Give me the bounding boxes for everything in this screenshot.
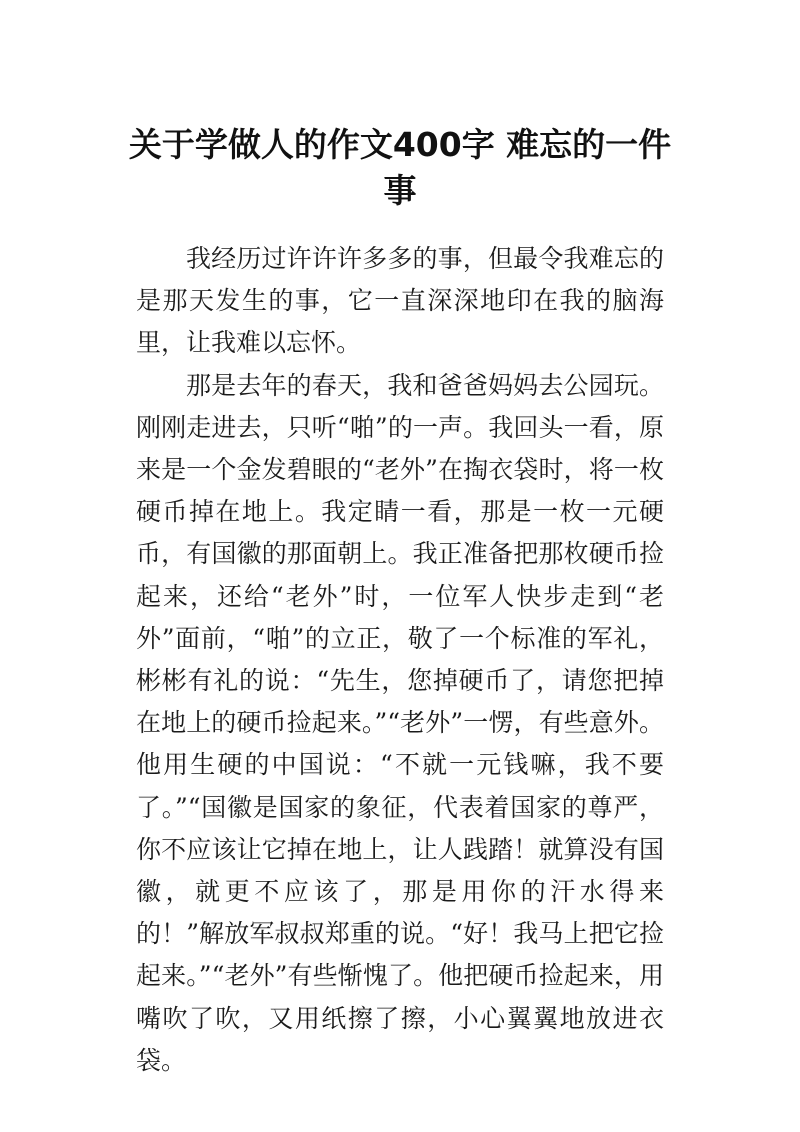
paragraph-2: 那是去年的春天，我和爸爸妈妈去公园玩。刚刚走进去，只听“啪”的一声。我回头一看，原来是一个金发碧眼的“老外”在掏衣袋时，将一枚硬币掉在地上。我定睛一看，那是一枚一元硬币，有国徽的那面朝上。我正准备把那枚硬币捡起来，还给“老外”时，一位军人快步走到“老外”面前，“啪”的立正，敬了一个标准的军礼，彬彬有礼的说：“先生，您掉硬币了，请您把掉在地上的硬币捡起来。”“老外”一愣，有些意外。他用生硬的中国说：“不就一元钱嘛，我不要了。”“国徽是国家的象征，代表着国家的尊严，你不应该让它掉在地上，让人践踏！就算没有国徽，就更不应该了，那是用你的汗水得来的！”解放军叔叔郑重的说。“好！我马上把它捡起来。”“老外”有些惭愧了。他把硬币捡起来，用嘴吹了吹，又用纸擦了擦，小心翼翼地放进衣袋。 (136, 370, 664, 1075)
document-title: 关于学做人的作文400字 难忘的一件事 (128, 125, 672, 211)
document-body (136, 238, 664, 1082)
paragraph-1: 我经历过许许许多多的事，但最令我难忘的是那天发生的事，它一直深深地印在我的脑海里，让我难以忘怀。 (136, 244, 664, 358)
